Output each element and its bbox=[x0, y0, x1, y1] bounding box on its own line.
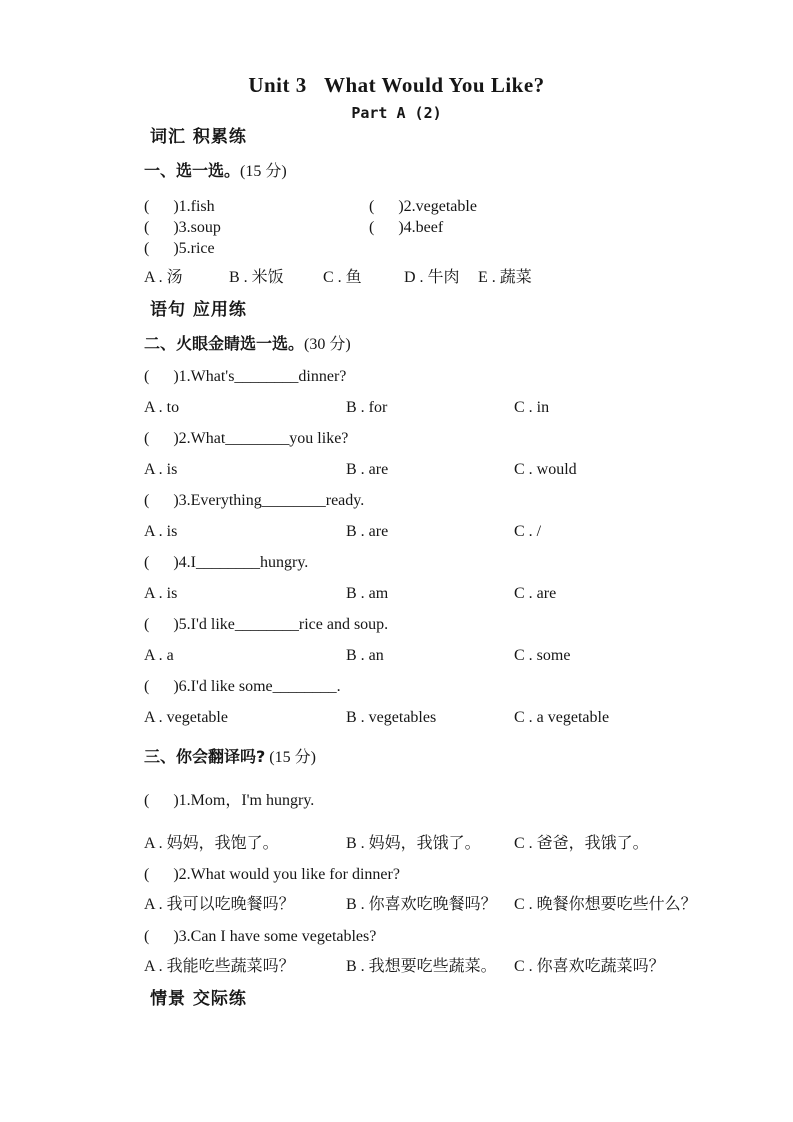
answer-option: A . 汤 bbox=[144, 269, 183, 286]
options-row bbox=[144, 957, 757, 976]
option-b: B . for bbox=[346, 399, 388, 416]
options-row bbox=[144, 834, 757, 853]
option-b: B . vegetables bbox=[346, 709, 437, 726]
option-c: C . 爸爸，我饿了。 bbox=[514, 835, 649, 852]
option-a: A . a bbox=[144, 647, 174, 664]
section-badge-sentence: 语句 应用练 bbox=[150, 300, 247, 320]
answer-option: B . 米饭 bbox=[229, 269, 284, 286]
option-c: C . would bbox=[514, 461, 577, 478]
options-row bbox=[144, 460, 757, 479]
option-b: B . are bbox=[346, 523, 389, 540]
option-c: C . 晚餐你想要吃些什么？ bbox=[514, 896, 697, 913]
option-b: B . am bbox=[346, 585, 389, 602]
part1-answer-row bbox=[144, 268, 757, 287]
question-stem: ( )5.I'd like________rice and soup. bbox=[144, 616, 389, 633]
option-a: A . 我能吃些蔬菜吗？ bbox=[144, 958, 295, 975]
option-a: A . to bbox=[144, 399, 180, 416]
section-badge-situation: 情景 交际练 bbox=[150, 989, 247, 1009]
question-stem: ( )3.Can I have some vegetables? bbox=[144, 928, 377, 945]
option-b: B . an bbox=[346, 647, 384, 664]
option-c: C . some bbox=[514, 647, 571, 664]
page-subtitle: Part A (2) bbox=[351, 104, 442, 122]
question-stem: ( )2.What________you like? bbox=[144, 430, 349, 447]
option-b: B . 我想要吃些蔬菜。 bbox=[346, 958, 497, 975]
answer-option: E . 蔬菜 bbox=[478, 269, 532, 286]
option-c: C . 你喜欢吃蔬菜吗？ bbox=[514, 958, 665, 975]
word-item: ( )4.beef bbox=[369, 219, 444, 236]
part2-heading-label: 二、火眼金睛选一选。 bbox=[144, 334, 305, 353]
part1-word-list bbox=[144, 196, 757, 259]
options-row bbox=[144, 895, 757, 914]
answer-option: D . 牛肉 bbox=[404, 269, 460, 286]
part2-heading-score: (30 分) bbox=[304, 336, 351, 353]
options-row bbox=[144, 522, 757, 541]
question-stem: ( )1.Mom，I'm hungry. bbox=[144, 792, 315, 809]
option-a: A . is bbox=[144, 523, 178, 540]
word-item: ( )1.fish bbox=[144, 198, 215, 215]
question-stem: ( )2.What would you like for dinner? bbox=[144, 866, 400, 883]
part1-heading-label: 一、选一选。 bbox=[144, 161, 241, 180]
option-a: A . is bbox=[144, 461, 178, 478]
options-row bbox=[144, 708, 757, 727]
option-b: B . are bbox=[346, 461, 389, 478]
option-c: C . a vegetable bbox=[514, 709, 610, 726]
question-stem: ( )6.I'd like some________. bbox=[144, 678, 341, 695]
part3-heading-score: (15 分) bbox=[265, 749, 316, 766]
option-a: A . 妈妈，我饱了。 bbox=[144, 835, 279, 852]
word-item: ( )2.vegetable bbox=[369, 198, 477, 215]
part2-heading bbox=[144, 334, 757, 355]
part1-heading-score: (15 分) bbox=[240, 163, 287, 180]
option-c: C . are bbox=[514, 585, 557, 602]
options-row bbox=[144, 646, 757, 665]
worksheet-content bbox=[0, 127, 793, 1009]
word-item: ( )5.rice bbox=[144, 240, 215, 257]
page-title: Unit 3 What Would You Like? bbox=[248, 73, 545, 97]
option-a: A . vegetable bbox=[144, 709, 228, 726]
part3-heading-label: 三、你会翻译吗? bbox=[144, 747, 266, 766]
option-a: A . is bbox=[144, 585, 178, 602]
option-a: A . 我可以吃晚餐吗？ bbox=[144, 896, 295, 913]
option-b: B . 妈妈，我饿了。 bbox=[346, 835, 481, 852]
option-b: B . 你喜欢吃晚餐吗？ bbox=[346, 896, 497, 913]
question-stem: ( )3.Everything________ready. bbox=[144, 492, 365, 509]
part1-heading bbox=[144, 161, 757, 182]
question-stem: ( )1.What's________dinner? bbox=[144, 368, 347, 385]
word-item: ( )3.soup bbox=[144, 219, 221, 236]
question-stem: ( )4.I________hungry. bbox=[144, 554, 309, 571]
section-badge-vocabulary: 词汇 积累练 bbox=[150, 127, 247, 147]
options-row bbox=[144, 584, 757, 603]
part3-heading bbox=[144, 747, 757, 768]
option-c: C . / bbox=[514, 523, 542, 540]
answer-option: C . 鱼 bbox=[323, 269, 362, 286]
option-c: C . in bbox=[514, 399, 550, 416]
options-row bbox=[144, 398, 757, 417]
